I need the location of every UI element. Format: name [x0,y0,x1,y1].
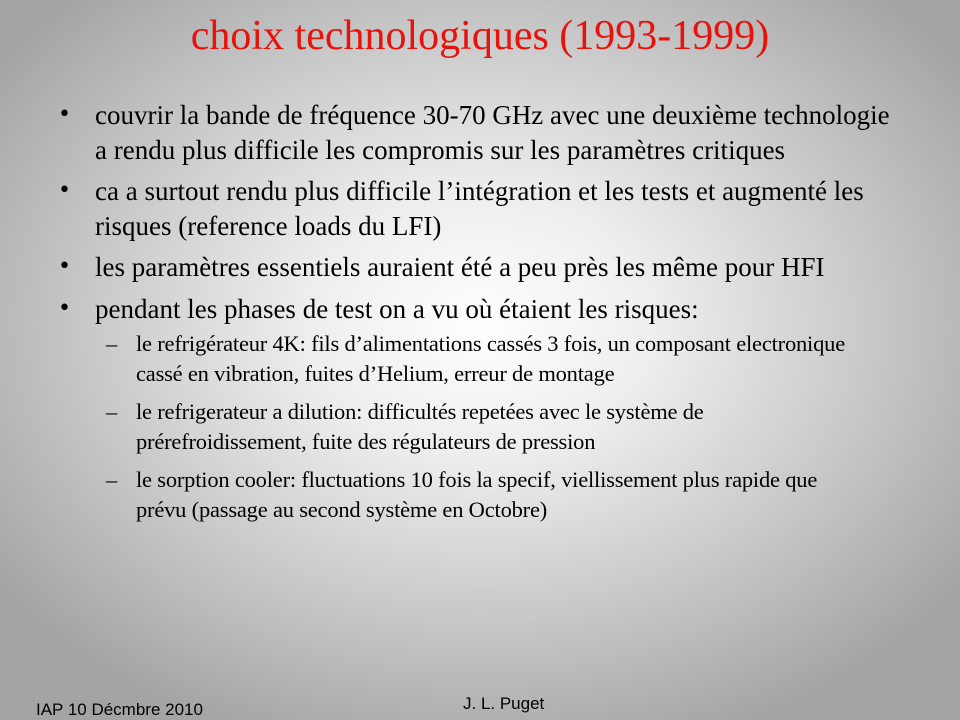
footer-date: IAP 10 Décmbre 2010 [36,700,203,719]
sub-bullet-text: le refrigérateur 4K: fils d’alimentations cassés 3 fois, un composant electronique cassé en vibration, fuites d’Helium, erreur de montage [136,331,845,386]
bullet-item [0,174,960,243]
sub-bullet-text: le refrigerateur a dilution: difficultés repetées avec le système de prérefroidissement, fuite des régulateurs de pression [136,399,704,454]
bullet-marker: • [58,178,71,203]
sub-bullet-item [0,465,908,525]
sub-bullet-item [0,329,908,389]
sub-bullet-item [0,397,908,457]
bullet-text: les paramètres essentiels auraient été a peu près les même pour HFI [95,252,825,282]
sub-bullet-list [95,329,908,525]
bullet-marker: • [58,295,71,321]
slide-title: choix technologiques (1993-1999) [190,13,770,59]
sub-bullet-marker: – [106,399,118,424]
sub-bullet-text: le sorption cooler: fluctuations 10 fois la specif, viellissement plus rapide que prévu (passage au second système en Octobre) [136,467,818,522]
bullet-text: pendant les phases de test on a vu où étaient les risques: [95,293,699,324]
bullet-text: ca a surtout rendu plus difficile l’intégration et les tests et augmenté les risques (reference loads du LFI) [95,176,864,241]
bullet-item [0,250,960,285]
bullet-list [0,98,960,533]
bullet-item [0,98,960,167]
bullet-marker: • [58,254,71,279]
bullet-item [0,292,960,526]
sub-bullet-marker: – [106,331,118,356]
footer-author: J. L. Puget [463,694,545,713]
bullet-marker: • [58,102,71,127]
bullet-text: couvrir la bande de fréquence 30-70 GHz avec une deuxième technologie a rendu plus difficile les compromis sur les paramètres critiques [95,100,890,165]
sub-bullet-marker: – [106,467,118,492]
